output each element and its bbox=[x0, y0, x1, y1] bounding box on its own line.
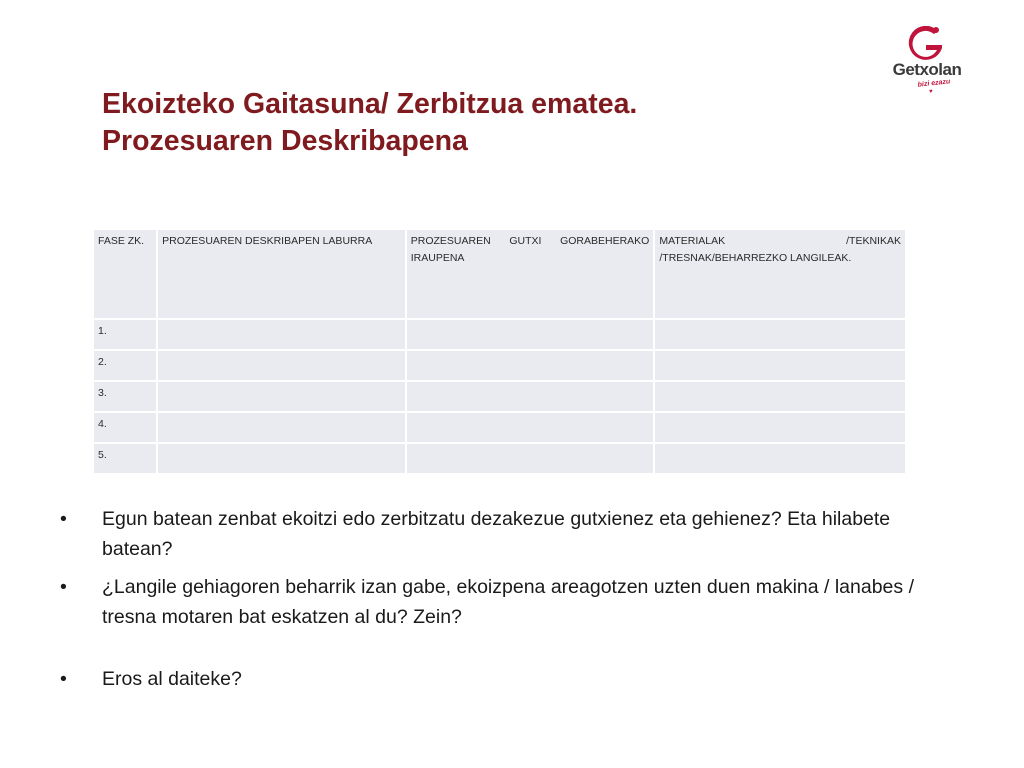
bullet-marker: • bbox=[60, 576, 67, 598]
table-row bbox=[94, 413, 905, 442]
header-materials-staff: MATERIALAK /TEKNIKAK /TRESNAK/BEHARREZKO LANGILEAK. bbox=[655, 230, 905, 318]
table-cell bbox=[407, 444, 654, 473]
page-title bbox=[102, 86, 822, 160]
list-item-text: Egun batean zenbat ekoitzi edo zerbitzatu dezakezue gutxienez eta gehienez? Eta hilabete batean? bbox=[102, 508, 891, 560]
table-cell bbox=[655, 444, 905, 473]
table-row bbox=[94, 351, 905, 380]
getxolan-g-icon bbox=[904, 26, 948, 62]
header-phase-number: FASE ZK. bbox=[94, 230, 156, 318]
table-row bbox=[94, 382, 905, 411]
table-cell bbox=[158, 413, 405, 442]
list-item bbox=[60, 572, 960, 632]
bullet-marker: • bbox=[60, 668, 67, 690]
list-item bbox=[60, 664, 960, 694]
table-cell bbox=[158, 351, 405, 380]
table-cell bbox=[407, 413, 654, 442]
header-approx-duration: PROZESUAREN GUTXI GORABEHERAKO IRAUPENA bbox=[407, 230, 654, 318]
getxolan-logo bbox=[876, 22, 978, 100]
table-cell bbox=[655, 413, 905, 442]
table-cell bbox=[407, 351, 654, 380]
table-cell bbox=[407, 382, 654, 411]
question-list bbox=[60, 504, 960, 694]
table-row bbox=[94, 444, 905, 473]
table-cell bbox=[655, 382, 905, 411]
table-row bbox=[94, 320, 905, 349]
table-cell bbox=[158, 382, 405, 411]
table-cell bbox=[655, 351, 905, 380]
title-line-1: Ekoizteko Gaitasuna/ Zerbitzua ematea. bbox=[102, 88, 638, 120]
table-cell-phase: 3. bbox=[94, 382, 156, 411]
process-table bbox=[92, 228, 907, 475]
table-cell bbox=[655, 320, 905, 349]
table-cell bbox=[158, 444, 405, 473]
bullet-marker: • bbox=[60, 508, 67, 530]
list-item-text: Eros al daiteke? bbox=[102, 668, 242, 690]
title-line-2: Prozesuaren Deskribapena bbox=[102, 125, 468, 157]
table-cell-phase: 1. bbox=[94, 320, 156, 349]
table-header-row bbox=[94, 230, 905, 318]
header-short-description: PROZESUAREN DESKRIBAPEN LABURRA bbox=[158, 230, 405, 318]
table-cell-phase: 5. bbox=[94, 444, 156, 473]
table-cell-phase: 4. bbox=[94, 413, 156, 442]
heart-icon: ♥ bbox=[929, 89, 933, 95]
table-cell bbox=[158, 320, 405, 349]
logo-wordmark: Getxolan bbox=[892, 60, 962, 79]
table-cell-phase: 2. bbox=[94, 351, 156, 380]
logo-tagline: bizi ezazu bbox=[917, 78, 951, 89]
list-item bbox=[60, 504, 960, 564]
table-cell bbox=[407, 320, 654, 349]
list-item-text: ¿Langile gehiagoren beharrik izan gabe, ekoizpena areagotzen uzten duen makina / lanabes / tresna motaren bat eskatzen al du? Zein? bbox=[102, 576, 914, 628]
